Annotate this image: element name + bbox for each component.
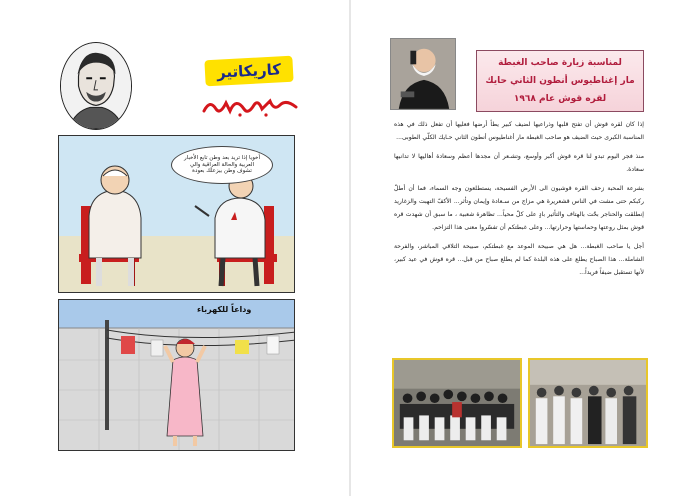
cartoon-panel-1 [58, 135, 295, 293]
article-paragraph-2: منذ فجر اليوم تبدو لنا قره قوش أكبر وأوسع، وتشـعر أن مجدها أعظم وسعادة أهاليها لا تدانيها سعادة. [394, 153, 644, 173]
headline-box [476, 50, 644, 112]
procession-photo-icon [530, 360, 646, 446]
speech-bubble [171, 146, 273, 184]
artist-portrait [60, 42, 132, 130]
article-paragraph-1: إذا كان لقره قوش أن تفتح قلبها وذراعيها لضيف كبير يطأ أرضها فعليها أن تفعل ذلك في هذه المناسبة الكبرى حيث الضيف هو صاحب الغبطة مار أغناطيوس أنطون الثاني حـايك الكلّي الطوبى... [394, 121, 644, 141]
group-photo-left [392, 358, 522, 448]
page-spine [349, 0, 351, 496]
artist-signature [200, 93, 300, 119]
patriarch-photo [390, 38, 456, 110]
procession-photo-right [528, 358, 648, 448]
group-photo-icon [394, 360, 520, 446]
cartoon-2-drawing-icon [59, 300, 295, 451]
headline-line-1: لمناسبة زيارة صاحب الغبطة [498, 58, 622, 68]
speech-bubble-text: أخويا إذا تريد بعد وطن تابع الأخبار العربية والحالة العراقية والي تشوف وطن بيزعلك بعودة [184, 154, 260, 175]
cartoon-2-caption: وداعاً للكهرباء [197, 305, 252, 314]
article-body [394, 118, 644, 348]
caricature-label [204, 56, 293, 87]
patriarch-photo-icon [391, 39, 455, 109]
cartoon-panel-2 [58, 299, 295, 451]
caricature-label-text: كاريكاتير [216, 60, 282, 82]
portrait-sketch-icon [61, 43, 131, 129]
headline-line-3: لقره قوش عام ١٩٦٨ [513, 94, 607, 104]
article-paragraph-4: أجل يا صاحب الغبطة... هل هي صبيحة الموعد مع غبطتكم، صبيحة التلاقي المباشر، والفرحة الشاملة... هذا الصباح يطلع على هذه البلدة كما لم يطلع صباح من قبل... قره قوش في عيد كبير، لأنها تستقبل ضيفاً فريداً... [394, 243, 644, 276]
article-paragraph-3: بشرعة المحبة زحف القره قوشيون الى الأرض الفسيحة، يستطلعون وجه السماء، فما أن أطلّ ركبكم حتى مشت في الناس قشعريرة هي مزاج من سـعادة وإيمان وتأثر... الأكفّ التهبت والزغاريد إنطلقت والحناجر بحّت بالهتاف والتأثير بادٍ على كلّ محياً... تظاهرة شعبية ، ما سبق أن شهدت قره قوش بمثل روعتها وحماستها وحرارتها... وعلى غبطتكم أن تفسّروا معنى هذا التزاحم. [394, 185, 644, 231]
headline-line-2: مار إغناطيوس أنطون الثاني حايك [485, 76, 635, 86]
